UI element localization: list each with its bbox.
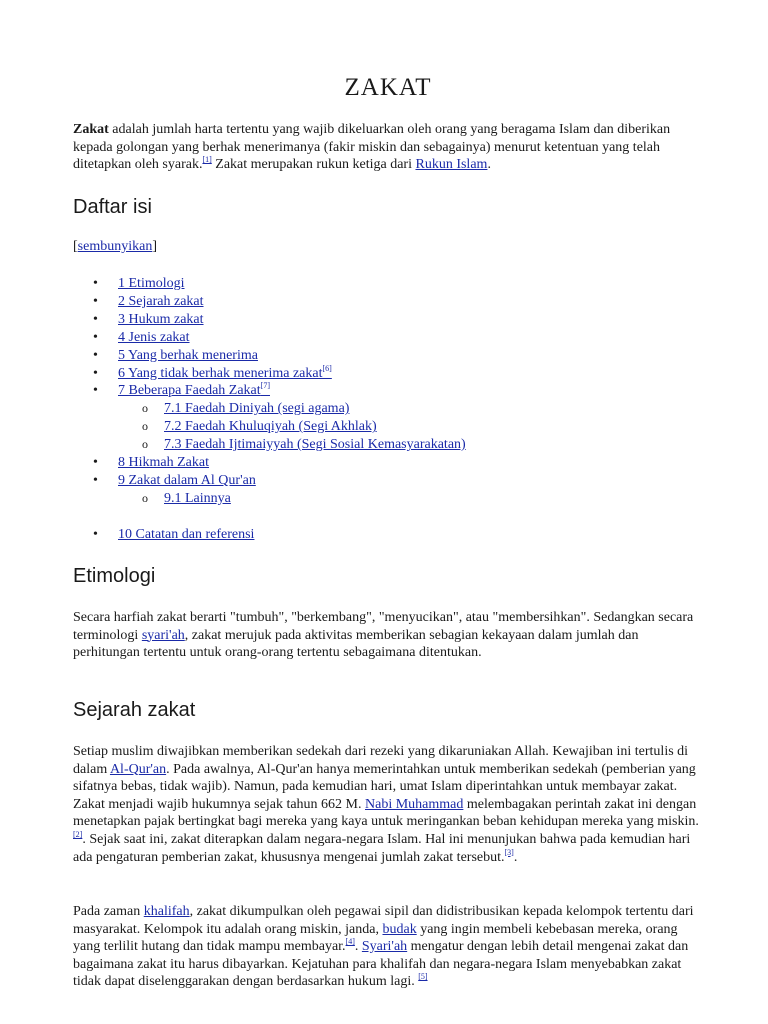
- toc-link-al-quran[interactable]: 9 Zakat dalam Al Qur'an: [118, 472, 256, 488]
- toc-link-lainnya[interactable]: 9.1 Lainnya: [164, 490, 231, 506]
- toc-toggle: [73, 239, 157, 255]
- rukun-islam-link[interactable]: Rukun Islam: [415, 157, 488, 173]
- reference-link-4[interactable]: [4]: [345, 937, 355, 947]
- toc-link-sejarah[interactable]: 2 Sejarah zakat: [118, 293, 204, 309]
- etimologi-paragraph: [73, 609, 703, 662]
- page-title: ZAKAT: [344, 74, 432, 101]
- toc-link-faedah-ijtimaiyyah[interactable]: 7.3 Faedah Ijtimaiyyah (Segi Sosial Kemasyarakatan): [164, 437, 466, 453]
- syariah-link-2[interactable]: Syari'ah: [361, 939, 408, 955]
- toc-hide-link[interactable]: sembunyikan: [77, 239, 153, 254]
- toc-ref: [7]: [260, 381, 270, 391]
- toc-link-faedah-khuluqiyah[interactable]: 7.2 Faedah Khuluqiyah (Segi Akhlak): [164, 419, 377, 435]
- bracket: ]: [152, 239, 157, 254]
- reference-link-5[interactable]: [5]: [418, 972, 428, 982]
- toc-item: [73, 365, 703, 383]
- toc-item: [73, 454, 703, 472]
- toc-item: [73, 347, 703, 365]
- body-text: Secara harfiah zakat berarti "tumbuh", "berkembang", "menyucikan", atau "membersihkan". Sedangkan secara terminologi: [73, 610, 694, 643]
- budak-link[interactable]: budak: [382, 921, 417, 937]
- body-text: Pada zaman: [73, 904, 144, 919]
- body-text: Setiap muslim diwajibkan memberikan sedekah dari rezeki yang dikaruniakan Allah. Kewajiban ini tertulis di dalam: [73, 744, 689, 777]
- reference-link-3[interactable]: [3]: [504, 847, 514, 857]
- toc-item: [73, 382, 703, 400]
- sejarah-paragraph-1: [73, 743, 703, 866]
- syariah-link[interactable]: syari'ah: [141, 627, 185, 643]
- body-text: yang ingin membeli kebebasan mereka, orang yang terlilit hutang dan tidak mampu membayar.: [73, 921, 678, 955]
- body-text: .: [513, 849, 518, 865]
- body-text: .: [354, 939, 362, 955]
- toc-link-catatan[interactable]: 10 Catatan dan referensi: [118, 526, 255, 542]
- toc-item: [73, 293, 703, 311]
- toc-heading: Daftar isi: [73, 196, 152, 218]
- nabi-muhammad-link[interactable]: Nabi Muhammad: [365, 796, 464, 812]
- toc-item: [73, 472, 703, 490]
- intro-bold-term: Zakat: [73, 122, 109, 137]
- reference-link-1[interactable]: [1]: [202, 155, 212, 165]
- khalifah-link[interactable]: khalifah: [143, 904, 190, 919]
- section-heading-etimologi: Etimologi: [73, 565, 156, 587]
- toc-label: 7 Beberapa Faedah Zakat: [118, 383, 261, 399]
- toc-subitem: [73, 490, 703, 508]
- intro-paragraph: [73, 121, 703, 174]
- intro-text: Zakat merupakan rukun ketiga dari: [211, 157, 416, 173]
- al-quran-link[interactable]: Al-Qur'an: [109, 761, 167, 777]
- body-text: . Pada awalnya, Al-Qur'an hanya memerintahkan untuk memberikan sedekah (pemberian yang sifatnya bebas, tidak wajib). Namun, pada kemudian hari, umat Islam diperintahkan untuk membayar zakat. Zakat menjadi wajib hukumnya sejak tahun 662 M.: [73, 761, 696, 812]
- intro-text: .: [487, 157, 491, 173]
- toc-link-tidak-berhak[interactable]: [118, 363, 332, 381]
- body-text: melembagakan perintah zakat ini dengan menetapkan pajak bertingkat bagi mereka yang kaya untuk meringankan beban kehidupan mereka yang miskin.: [73, 796, 699, 830]
- body-text: , zakat merujuk pada aktivitas memberikan sebagian kekayaan dalam jumlah dan perhitungan tertentu untuk orang-orang tertentu sebagaimana ditentukan.: [73, 627, 639, 661]
- toc-link-faedah[interactable]: [118, 383, 270, 398]
- toc-link-hikmah[interactable]: 8 Hikmah Zakat: [118, 455, 209, 471]
- body-text: mengatur dengan lebih detail mengenai zakat dan bagaimana zakat itu harus dibayarkan. Kejatuhan para khalifah dan negara-negara Islam menyebabkan zakat tidak dapat diselenggarakan dengan berdasarkan hukum lagi.: [73, 939, 689, 990]
- toc-item: [73, 311, 703, 329]
- toc-subitem: [73, 436, 703, 454]
- bracket: [: [73, 239, 78, 254]
- toc-subitem: [73, 400, 703, 418]
- reference-link-2[interactable]: [2]: [73, 829, 83, 839]
- toc-item: [73, 275, 703, 293]
- body-text: , zakat dikumpulkan oleh pegawai sipil dan didistribusikan kepada kelompok tertentu dari masyarakat. Kelompok itu adalah orang miskin, janda,: [73, 904, 694, 937]
- section-heading-sejarah: Sejarah zakat: [73, 699, 196, 721]
- toc-label: 6 Yang tidak berhak menerima zakat: [118, 365, 323, 381]
- toc-link-jenis[interactable]: 4 Jenis zakat: [118, 329, 190, 345]
- sejarah-paragraph-2: [73, 903, 703, 991]
- toc-ref: [6]: [322, 363, 332, 373]
- toc-link-hukum[interactable]: 3 Hukum zakat: [118, 311, 204, 327]
- toc-link-etimologi[interactable]: 1 Etimologi: [118, 276, 185, 291]
- toc-item: [73, 329, 703, 347]
- table-of-contents: [73, 275, 703, 544]
- toc-link-faedah-diniyah[interactable]: 7.1 Faedah Diniyah (segi agama): [164, 401, 350, 417]
- toc-subitem: [73, 418, 703, 436]
- toc-link-berhak[interactable]: 5 Yang berhak menerima: [118, 347, 258, 363]
- intro-text: adalah jumlah harta tertentu yang wajib dikeluarkan oleh orang yang beragama Islam dan diberikan kepada golongan yang berhak menerimanya (fakir miskin dan sebagainya) menurut ketentuan yang telah ditetapkan oleh syarak.: [73, 122, 671, 173]
- toc-item: [73, 526, 703, 544]
- body-text: . Sejak saat ini, zakat diterapkan dalam negara-negara Islam. Hal ini menunjukan bahwa pada kemudian hari ada pengaturan pemberian zakat, khususnya mengenai jumlah zakat tersebut.: [73, 831, 691, 865]
